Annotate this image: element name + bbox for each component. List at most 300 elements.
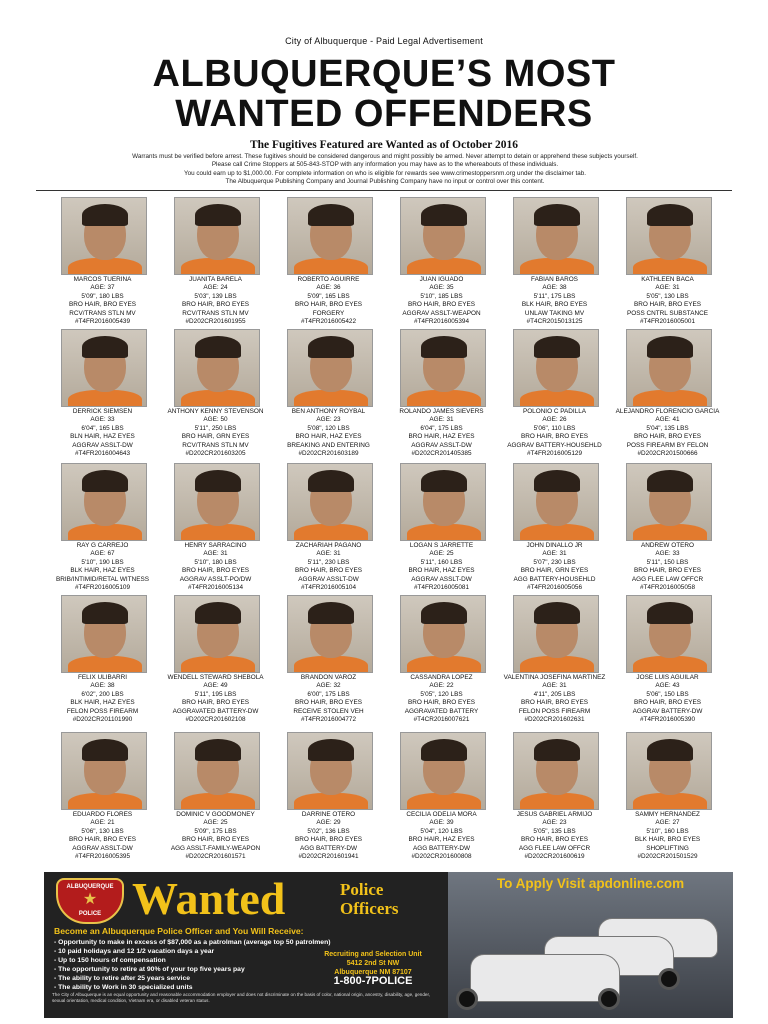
offender-case: #T4FR2016005001 [639,318,696,326]
offender-hair: BRO HAIR, BRO EYES [633,567,702,575]
offender-age: AGE: 24 [203,284,228,292]
offender-build: 5'11", 250 LBS [194,424,237,432]
benefit-item: - 10 paid holidays and 12 1/2 vacation days a year [54,948,215,955]
shirt [407,656,481,673]
shirt [294,390,368,407]
shirt [181,793,255,810]
hair [82,204,128,226]
offender-age: AGE: 38 [542,284,567,292]
offender-info [611,674,724,724]
equal-opportunity-fine-print: The City of Albuquerque is an equal opportunity and reasonable accommodation employer and does not discriminate on the basis of color, national origin, ancestry, disability, age, gender, sexual orientation, medical condition, Vietnam era, or disabled veteran status. [52,992,431,1003]
unit-city: Albuquerque NM 87107 [334,969,412,976]
offender-name: VALENTINA JOSEFINA MARTINEZ [503,674,606,681]
hair [534,336,580,358]
offender-charge: AGG BATTERY-HOUSEHLD [513,575,596,583]
offender-charge: AGGRAV ASSLT-DW [72,441,133,449]
offender-card [498,595,611,723]
offender-card [385,732,498,860]
offender-hair: BLK HAIR, HAZ EYES [70,567,135,575]
offender-card [611,463,724,591]
offender-info [498,811,611,861]
apply-link-text: To Apply Visit apdonline.com [496,876,685,891]
hair [647,470,693,492]
offender-hair: BRO HAIR, BRO EYES [407,699,476,707]
offender-name: ROLANDO JAMES SIEVERS [399,408,484,415]
offender-row [46,595,722,723]
offender-build: 5'11", 195 LBS [194,690,237,698]
offender-case: #T4FR2016005104 [300,584,357,592]
offender-case: #T4FR2016005422 [300,318,357,326]
offender-build: 4'11", 205 LBS [533,690,576,698]
offender-card [498,329,611,457]
benefit-item: - Up to 150 hours of compensation [54,957,166,964]
offender-hair: BRO HAIR, BRO EYES [294,699,363,707]
disclaimer-line: Warrants must be verified before arrest. These fugitives should be considered dangerous and might possibly be armed. Never attempt to detain or apprehend these subjects yourself. [132,153,638,160]
mugshot-photo [626,463,712,541]
offender-info [46,811,159,861]
disclaimer-line: You could earn up to $1,000.00. For complete information on who is eligible for rewards see www.crimestoppersnm.org under the disclaimer tab. [184,169,586,177]
offender-name: DARRINE OTERO [301,811,356,818]
offender-card [611,329,724,457]
hair [82,470,128,492]
shirt [68,524,142,541]
hair [82,602,128,624]
offender-charge: RCV/TRANS STLN MV [182,309,249,317]
mugshot-photo [626,732,712,810]
offender-hair: BRO HAIR, BRO EYES [181,699,250,707]
top-line: City of Albuquerque - Paid Legal Advertisement [285,36,483,46]
offender-age: AGE: 25 [203,819,228,827]
hair [82,739,128,761]
offender-age: AGE: 26 [542,416,567,424]
offender-age: AGE: 39 [429,819,454,827]
mugshot-photo [61,197,147,275]
offender-info [46,542,159,592]
mugshot-photo [61,732,147,810]
offender-build: 5'06", 130 LBS [81,827,124,835]
offender-charge: AGGRAV BATTERY-HOUSEHLD [507,441,602,449]
offender-charge: AGG BATTERY-DW [412,844,471,852]
recruiting-unit-address [300,950,446,977]
mugshot-photo [400,595,486,673]
offender-hair: BRO HAIR, HAZ EYES [408,433,475,441]
offender-name: JUANITA BARELA [189,276,242,283]
offender-case: #D202CR201101990 [72,716,133,724]
hair [647,602,693,624]
offender-card [385,463,498,591]
police-heading-line-2: Officers [340,899,399,918]
offender-charge: BREAKING AND ENTERING [287,441,370,449]
unit-name: Recruiting and Selection Unit [324,951,422,958]
offender-charge: AGGRAV ASSLT-DW [298,575,359,583]
police-heading-line-1: Police [340,880,384,899]
benefit-item: - The ability to retire after 25 years service [54,975,191,982]
police-recruiting-ad [44,872,733,1018]
offender-charge: SHOPLIFTING [646,844,689,852]
wheel [658,968,680,990]
hair [195,336,241,358]
offender-age: AGE: 22 [429,682,454,690]
shirt [181,390,255,407]
mugshot-photo [287,463,373,541]
offender-info [46,408,159,458]
offender-hair: BRO HAIR, BRO EYES [68,301,137,309]
offender-case: #D202CR201601571 [185,853,246,861]
hair [647,336,693,358]
hair [308,336,354,358]
offender-hair: BRO HAIR, BRO EYES [294,567,363,575]
offender-build: 6'04", 165 LBS [81,424,124,432]
offender-build: 5'10", 185 LBS [420,292,463,300]
offender-name: POLONIO C PADILLA [522,408,587,415]
offender-name: SAMMY HERNANDEZ [635,811,700,818]
offender-name: DERRICK SIEMSEN [72,408,133,415]
offender-age: AGE: 33 [90,416,115,424]
offender-card [159,329,272,457]
hair [308,739,354,761]
offender-hair: BRO HAIR, BRO EYES [633,433,702,441]
shirt [68,390,142,407]
offender-charge: AGGRAVATED BATTERY [404,707,479,715]
disclaimer-line: Please call Crime Stoppers at 505-843-STOP with any information you may have as to the whereabouts of these individuals. [211,161,559,169]
offender-charge: FORGERY [312,309,345,317]
shirt [520,793,594,810]
offender-info [159,408,272,458]
offender-age: AGE: 27 [655,819,680,827]
hair [421,602,467,624]
offender-card [498,197,611,325]
offender-case: #T4FR2016005395 [74,853,131,861]
offender-age: AGE: 41 [655,416,680,424]
ad-left-panel [44,872,448,1018]
offender-age: AGE: 37 [90,284,115,292]
police-officers-heading [340,880,399,918]
offender-case: #D202CR201601955 [185,318,246,326]
offender-charge: AGG FLEE LAW OFFCR [631,575,704,583]
mugshot-photo [626,595,712,673]
offender-card [385,595,498,723]
offender-name: FELIX ULIBARRI [77,674,127,681]
offender-row [46,732,722,860]
shirt [181,524,255,541]
mugshot-photo [626,329,712,407]
offender-name: CECILIA ODELIA MORA [406,811,477,818]
offender-row [46,329,722,457]
offender-build: 6'04", 175 LBS [420,424,463,432]
offender-age: AGE: 33 [655,550,680,558]
offender-age: AGE: 31 [655,284,680,292]
offender-hair: BRO HAIR, HAZ EYES [408,567,475,575]
shirt [633,258,707,275]
offender-age: AGE: 50 [203,416,228,424]
offender-card [385,197,498,325]
offender-hair: BLK HAIR, BRO EYES [521,301,588,309]
offender-info [159,276,272,326]
offender-hair: BRO HAIR, BRO EYES [181,301,250,309]
offender-charge: AGGRAVATED BATTERY-DW [172,707,259,715]
offender-card [272,463,385,591]
subtitle: The Fugitives Featured are Wanted as of October 2016 [249,139,519,151]
offender-case: #D202CR201602631 [524,716,585,724]
offender-age: AGE: 31 [429,416,454,424]
mugshot-photo [400,732,486,810]
offender-case: #T4FR2016005058 [639,584,696,592]
shirt [520,524,594,541]
wheel [598,988,620,1010]
disclaimer-line: The Albuquerque Publishing Company and Journal Publishing Company have no input or control over this content. [225,178,545,186]
hair [647,204,693,226]
shirt [294,524,368,541]
offender-build: 5'10", 190 LBS [81,558,124,566]
offender-card [498,732,611,860]
offender-charge: FELON POSS FIREARM [66,707,139,715]
offender-name: ANDREW OTERO [641,542,694,549]
offender-info [498,542,611,592]
offender-case: #D202CR201603205 [185,450,246,458]
offender-name: JOSE LUIS AGUILAR [636,674,699,681]
offender-charge: BRIB/INTIMID/RETAL WITNESS [55,575,150,583]
offender-age: AGE: 32 [316,682,341,690]
offender-card [611,595,724,723]
offender-charge: AGGRAV ASSLT-WEAPON [402,309,481,317]
offender-charge: RECEIVE STOLEN VEH [293,707,364,715]
offender-case: #T4FR2016005394 [413,318,470,326]
offender-build: 5'11", 160 LBS [420,558,463,566]
offender-card [498,463,611,591]
offender-info [272,408,385,458]
mugshot-photo [513,732,599,810]
offender-charge: FELON POSS FIREARM [518,707,591,715]
offender-build: 5'02", 136 LBS [307,827,350,835]
offender-name: CASSANDRA LOPEZ [410,674,473,681]
offender-name: ALEJANDRO FLORENCIO GARCIA [615,408,720,415]
hair [534,204,580,226]
offender-case: #D202CR201600808 [411,853,472,861]
offender-build: 5'11", 230 LBS [307,558,350,566]
hair [308,602,354,624]
offender-charge: POSS FIREARM BY FELON [626,441,709,449]
offender-info [272,542,385,592]
offender-age: AGE: 29 [316,819,341,827]
offender-card [159,463,272,591]
mugshot-photo [400,463,486,541]
mugshot-photo [513,595,599,673]
mugshot-photo [174,732,260,810]
offender-build: 5'05", 130 LBS [646,292,689,300]
mugshot-photo [174,329,260,407]
offender-name: RAY G CARREJO [76,542,129,549]
offender-age: AGE: 43 [655,682,680,690]
offender-age: AGE: 23 [316,416,341,424]
mugshot-photo [626,197,712,275]
hair [308,470,354,492]
offender-build: 6'00", 175 LBS [307,690,350,698]
offender-info [498,674,611,724]
offender-name: MARCOS TUERINA [73,276,132,283]
offender-info [46,674,159,724]
offender-name: JUAN IGUADO [419,276,464,283]
benefits-list [54,938,331,992]
offender-info [385,811,498,861]
mugshot-photo [287,732,373,810]
offender-info [272,811,385,861]
offender-name: DOMINIC V GOODMONEY [176,811,255,818]
hair [534,739,580,761]
offender-age: AGE: 25 [429,550,454,558]
offender-age: AGE: 38 [90,682,115,690]
offender-card [611,732,724,860]
hair [195,739,241,761]
offender-hair: BRO HAIR, HAZ EYES [295,433,362,441]
shirt [294,793,368,810]
offender-charge: UNLAW TAKING MV [524,309,585,317]
mugshot-photo [513,463,599,541]
offender-name: BRANDON VAROZ [300,674,357,681]
hair [195,204,241,226]
offender-build: 5'06", 110 LBS [533,424,576,432]
offender-charge: POSS CNTRL SUBSTANCE [627,309,708,317]
offender-charge: AGGRAV ASSLT-PO/DW [179,575,252,583]
offender-build: 6'02", 200 LBS [81,690,124,698]
offender-build: 5'10", 160 LBS [646,827,689,835]
offender-build: 5'10", 180 LBS [194,558,237,566]
mugshot-photo [287,197,373,275]
wanted-heading: Wanted [132,873,286,924]
offender-info [611,276,724,326]
mugshot-photo [174,463,260,541]
offender-case: #T4CR2015013125 [526,318,583,326]
offender-build: 5'04", 135 LBS [646,424,689,432]
hair [195,602,241,624]
offender-card [272,595,385,723]
ad-right-panel [448,872,733,1018]
offender-case: #T4FR2016005081 [413,584,470,592]
offender-name: WENDELL STEWARD SHEBOLA [167,674,264,681]
headline-line-1: ALBUQUERQUE’S MOST [152,53,616,95]
offender-case: #T4FR2016004772 [300,716,357,724]
offender-row [46,463,722,591]
hair [195,470,241,492]
offender-case: #T4FR2016005134 [187,584,244,592]
offender-name: ANTHONY KENNY STEVENSON [167,408,264,415]
offender-age: AGE: 49 [203,682,228,690]
offender-info [385,674,498,724]
offender-hair: BLK HAIR, HAZ EYES [70,699,135,707]
offender-hair: BRO HAIR, BRO EYES [294,836,363,844]
shirt [407,524,481,541]
star-icon: ★ [82,891,98,908]
headline [0,54,768,134]
offender-case: #T4FR2016005439 [74,318,131,326]
offender-info [611,542,724,592]
offender-card [46,329,159,457]
offender-hair: BRO HAIR, BRO EYES [294,301,363,309]
shirt [294,656,368,673]
offender-build: 5'03", 139 LBS [194,292,237,300]
offender-case: #D202CR201600619 [524,853,585,861]
offender-info [385,276,498,326]
mugshot-photo [174,595,260,673]
offender-name: HENRY SARRACINO [184,542,247,549]
hair [421,739,467,761]
shirt [520,390,594,407]
wheel [456,988,478,1010]
offender-build: 5'04", 120 LBS [420,827,463,835]
offender-charge: AGGRAV ASSLT-DW [411,575,472,583]
offender-case: #D202CR201602108 [185,716,246,724]
offender-age: AGE: 31 [316,550,341,558]
offender-build: 5'06", 150 LBS [646,690,689,698]
offender-hair: BRO HAIR, BRO EYES [633,301,702,309]
shirt [68,258,142,275]
unit-street: 5412 2nd St NW [346,960,400,967]
offender-case: #D202CR201601941 [298,853,359,861]
hair [308,204,354,226]
shirt [68,793,142,810]
offender-name: EDUARDO FLORES [72,811,133,818]
offender-card [159,595,272,723]
shirt [520,656,594,673]
offender-case: #T4FR2016004643 [74,450,131,458]
police-badge-logo [56,878,124,924]
offender-name: LOGAN S JARRETTE [409,542,474,549]
offender-charge: AGG BATTERY-DW [299,844,358,852]
shirt [407,258,481,275]
offender-build: 5'08", 120 LBS [307,424,350,432]
offender-charge: AGGRAV BATTERY-DW [632,707,703,715]
offender-card [611,197,724,325]
offender-card [46,197,159,325]
logo-top-text: ALBUQUERQUE [66,884,114,890]
offender-case: #D202CR201500666 [637,450,698,458]
motorcycle-photo [448,896,733,1018]
offender-row [46,197,722,325]
offender-name: JESUS GABRIEL ARMIJO [516,811,593,818]
offender-hair: BLK HAIR, BRO EYES [634,836,701,844]
offender-charge: AGG ASSLT-FAMILY-WEAPON [170,844,261,852]
shirt [407,793,481,810]
offender-info [159,811,272,861]
offender-name: KATHLEEN BACA [641,276,694,283]
offender-build: 5'09", 165 LBS [307,292,350,300]
offender-build: 5'11", 150 LBS [646,558,689,566]
offender-hair: BRO HAIR, BRO EYES [407,301,476,309]
offender-hair: BRO HAIR, BRO EYES [68,836,137,844]
offender-info [272,276,385,326]
mugshot-photo [400,329,486,407]
disclaimer [40,153,730,187]
offender-case: #D202CR201405385 [411,450,472,458]
offender-card [46,463,159,591]
offender-charge: RCV/TRANS STLN MV [182,441,249,449]
offender-case: #T4CR2016007621 [413,716,470,724]
shirt [520,258,594,275]
shirt [633,524,707,541]
offender-charge: RCV/TRANS STLN MV [69,309,136,317]
offender-card [159,197,272,325]
offender-case: #T4FR2016005129 [526,450,583,458]
offender-info [385,542,498,592]
offender-hair: BRO HAIR, BRO EYES [181,836,250,844]
hair [421,470,467,492]
offender-case: #T4FR2016005109 [74,584,131,592]
mugshot-photo [61,329,147,407]
hair [534,602,580,624]
offender-hair: BRO HAIR, BRO EYES [181,567,250,575]
offender-case: #T4FR2016005056 [526,584,583,592]
shirt [633,793,707,810]
offender-charge: AGG FLEE LAW OFFCR [518,844,591,852]
